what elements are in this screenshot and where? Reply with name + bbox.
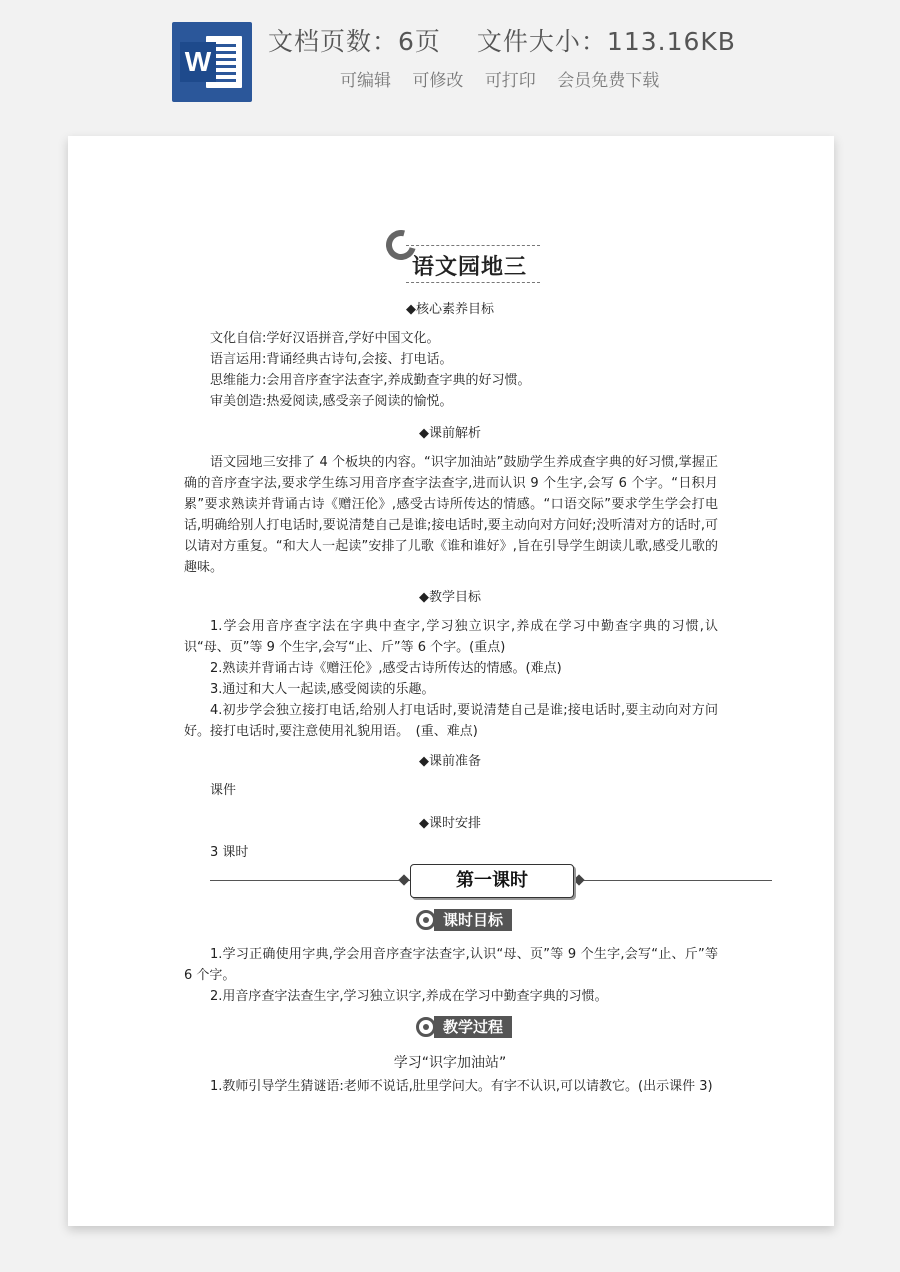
- title-rule-top: [406, 245, 540, 246]
- word-icon: [172, 22, 252, 102]
- goal-item: 1.学会用音序查字法在字典中查字,学习独立识字,养成在学习中勤查字典的习惯,认识“母、页”等 9 个生字,会写“止、斤”等 6 个字。(重点): [184, 619, 718, 655]
- section-schedule: ◆课时安排: [419, 816, 481, 831]
- title-rule-bottom: [406, 282, 540, 283]
- target-icon: [416, 1017, 436, 1037]
- target-icon: [416, 910, 436, 930]
- feature-member-download[interactable]: 会员免费下载: [557, 71, 660, 91]
- core-line: 文化自信:学好汉语拼音,学好中国文化。: [210, 331, 440, 346]
- process-paragraph: 1.教师引导学生猜谜语:老师不说话,肚里学问大。有字不认识,可以请教它。(出示课件 3): [210, 1079, 713, 1094]
- doc-info: [268, 22, 736, 58]
- file-size: 文件大小：113.16KB: [476, 27, 736, 56]
- feature-printable: 可打印: [484, 71, 536, 91]
- core-line: 语言运用:背诵经典古诗句,会接、打电话。: [210, 352, 453, 367]
- lesson-goal-item: 2.用音序查字法查生字,学习独立识字,养成在学习中勤查字典的习惯。: [210, 989, 608, 1004]
- feature-list: [340, 66, 669, 91]
- section-goals: ◆教学目标: [419, 590, 481, 605]
- section-core: ◆核心素养目标: [406, 302, 494, 317]
- core-line: 思维能力:会用音序查字法查字,养成勤查字典的好习惯。: [210, 373, 531, 388]
- process-label: 教学过程: [434, 1016, 512, 1038]
- goal-item: 2.熟读并背诵古诗《赠汪伦》,感受古诗所传达的情感。(难点): [210, 661, 562, 676]
- process-subtitle: 学习“识字加油站”: [393, 1055, 507, 1071]
- lesson-goals-label: 课时目标: [434, 909, 512, 931]
- goal-item: 3.通过和大人一起读,感受阅读的乐趣。: [210, 682, 435, 697]
- lesson-goals-badge: [416, 909, 512, 931]
- lesson-goal-item: 1.学习正确使用字典,学会用音序查字法查字,认识“母、页”等 9 个生字,会写“止、斤”等 6 个字。: [184, 947, 718, 983]
- feature-editable: 可编辑: [340, 71, 391, 91]
- document-title: 语文园地三: [412, 255, 528, 280]
- word-icon-letter: W: [180, 42, 216, 82]
- page-count: 文档页数：6页: [268, 27, 441, 56]
- document-title-block: [386, 230, 546, 290]
- process-badge: [416, 1016, 512, 1038]
- section-prep: ◆课前准备: [419, 754, 481, 769]
- schedule-text: 3 课时: [210, 845, 249, 860]
- prep-text: 课件: [210, 783, 237, 798]
- lesson-title: 第一课时: [410, 864, 574, 898]
- goal-item: 4.初步学会独立接打电话,给别人打电话时,要说清楚自己是谁;接电话时,要主动向对方问好。接打电话时,要注意使用礼貌用语。 (重、难点): [184, 703, 718, 739]
- section-analysis: ◆课前解析: [419, 426, 481, 441]
- analysis-paragraph: 语文园地三安排了 4 个板块的内容。“识字加油站”鼓励学生养成查字典的好习惯,掌握正确的音序查字法,要求学生练习用音序查字法查字,进而认识 9 个生字,会写 6 个字。“日积月累”要求熟读并背诵古诗《赠汪伦》,感受古诗所传达的情感。“口语交际”要求学生学会打电话,明确给别人打电话时,要说清楚自己是谁;接电话时,要主动向对方问好;没听清对方的话时,可以请对方重复。“和大人一起读”安排了儿歌《谁和谁好》,旨在引导学生朗读儿歌,感受儿歌的趣味。: [184, 455, 718, 575]
- feature-modifiable: 可修改: [412, 71, 464, 91]
- download-header: [0, 0, 900, 120]
- core-line: 审美创造:热爱阅读,感受亲子阅读的愉悦。: [210, 394, 453, 409]
